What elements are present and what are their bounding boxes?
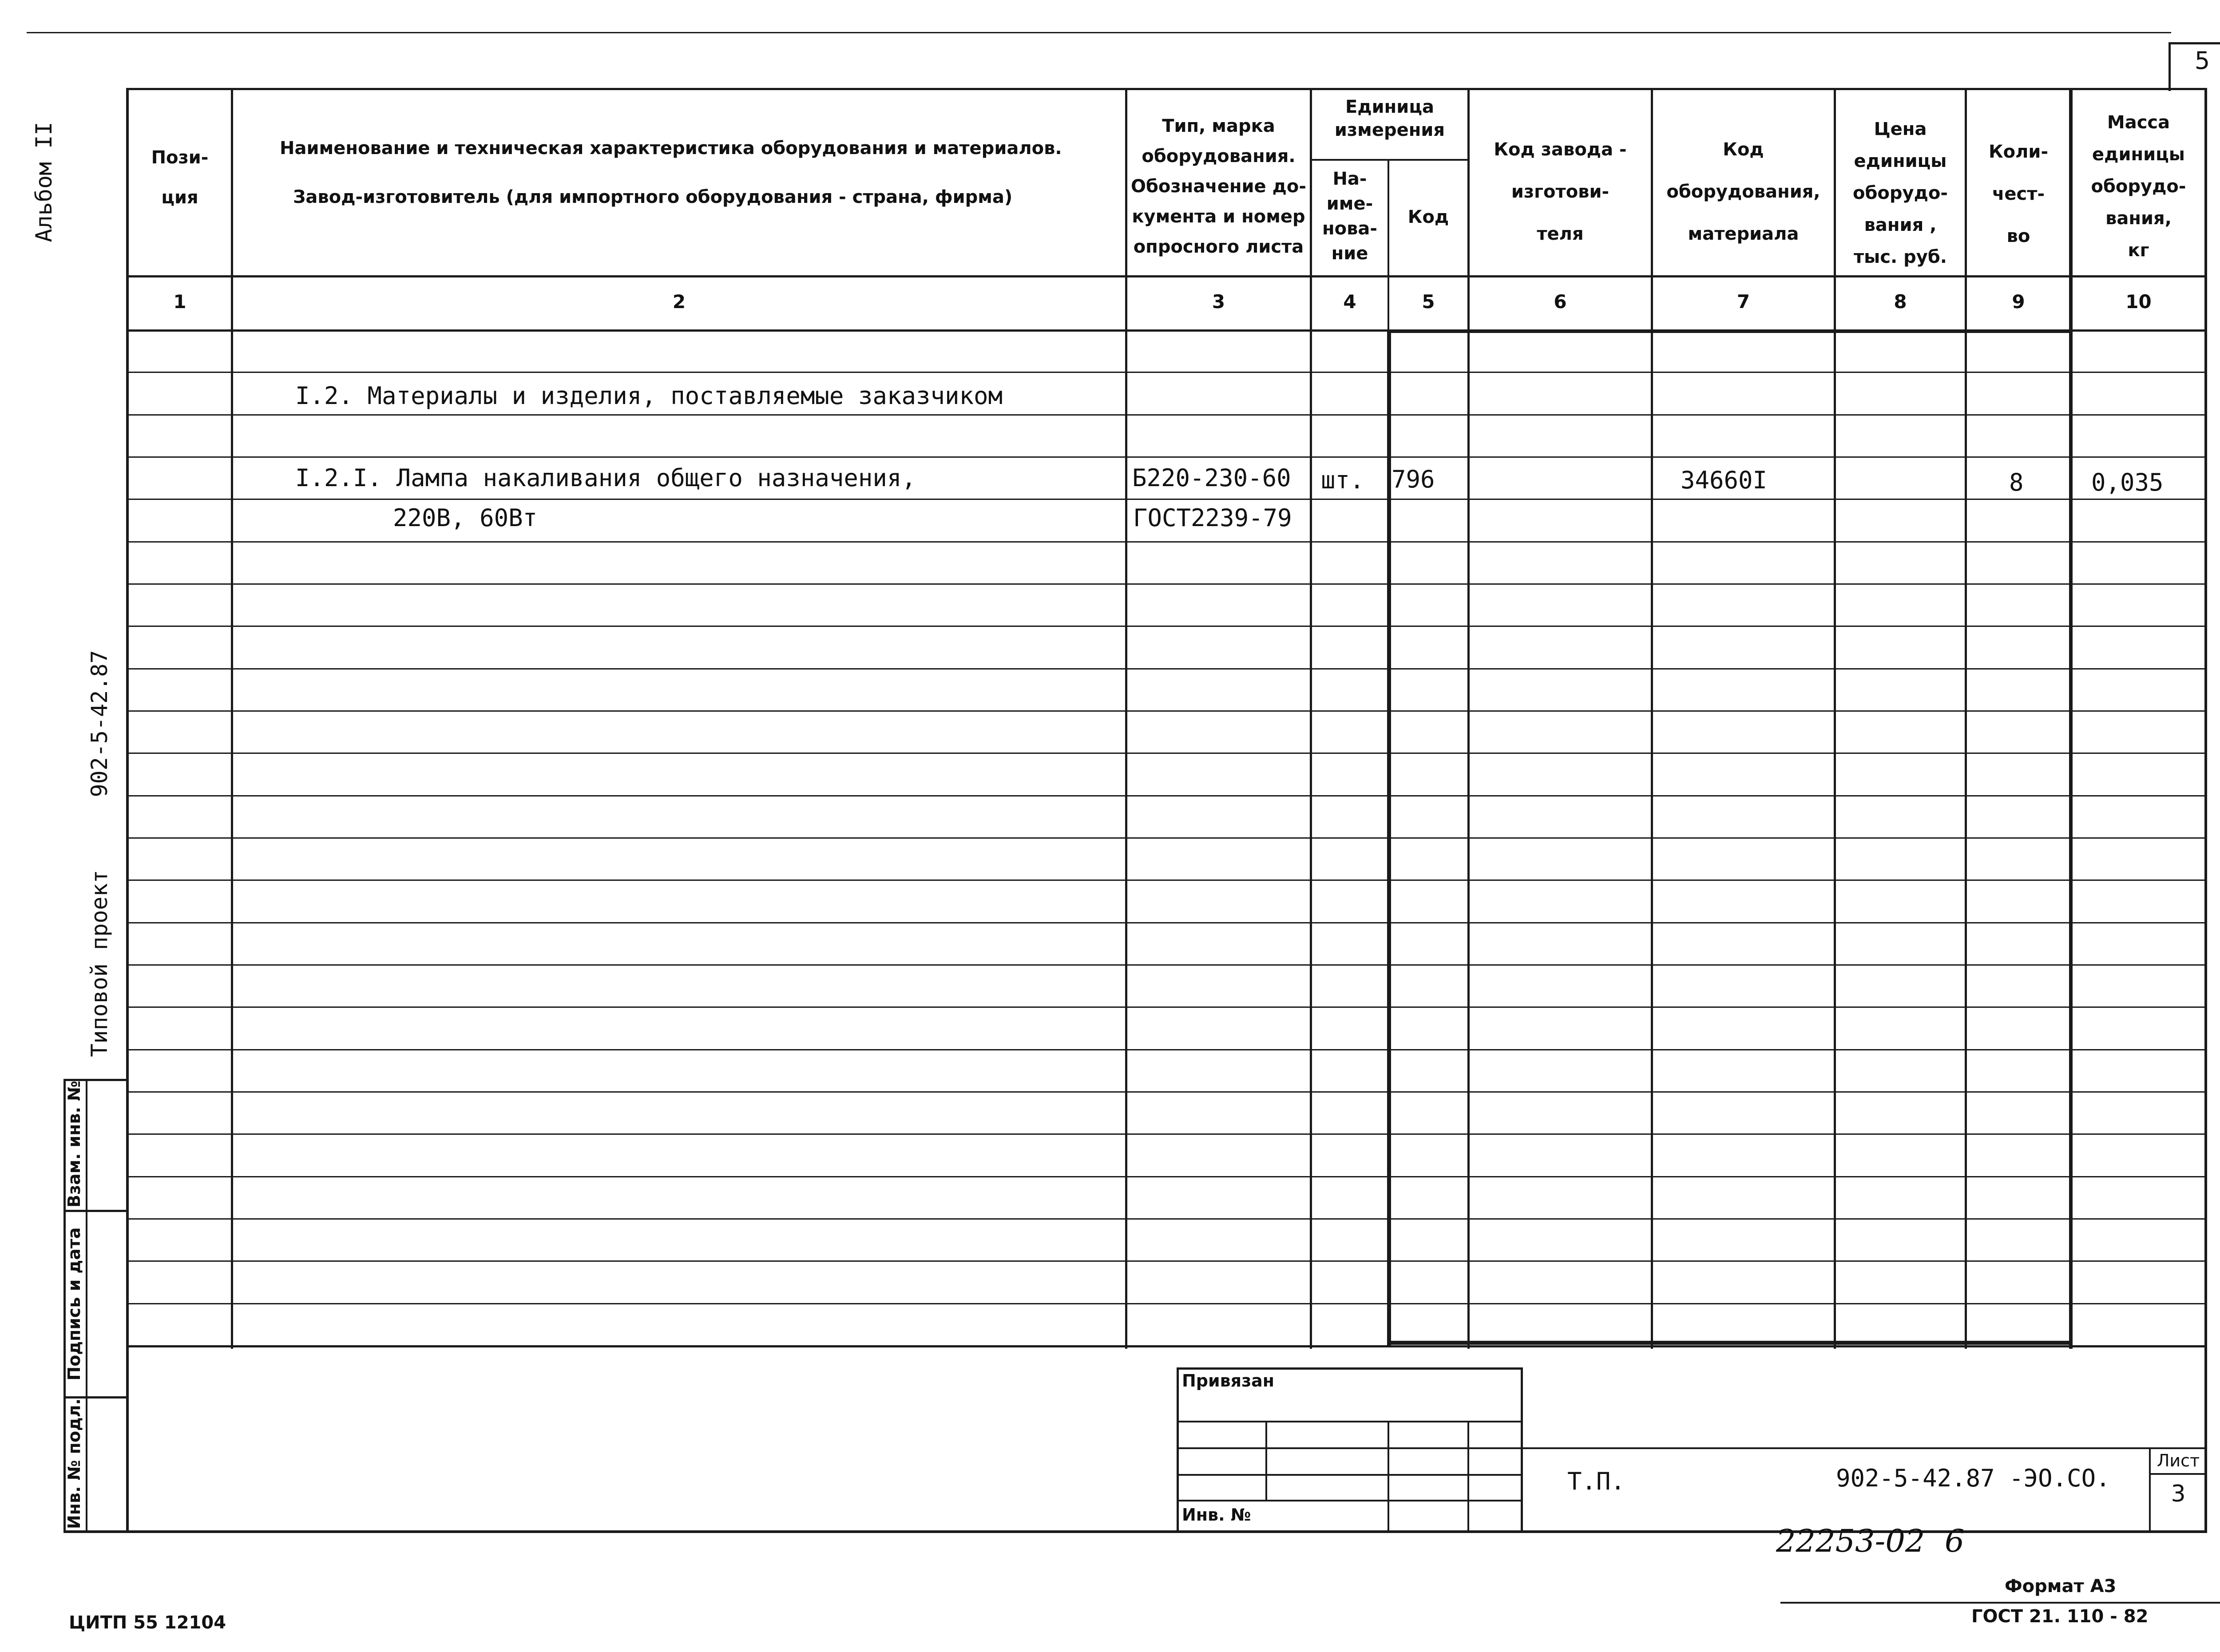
table-row-rule [126,583,2207,585]
colnum-9: 9 [2012,291,2025,313]
table-row-rule [126,626,2207,627]
table-row-rule [126,1260,2207,1262]
table-row-rule [126,1218,2207,1220]
table-row-rule [126,795,2207,796]
header-name-line1: Наименование и техническая характеристика оборудования и материалов. [280,138,1062,158]
item-quantity: 8 [2009,468,2024,496]
header-type: Тип, марка оборудования. Обозначение до- кумента и номер опросного листа [1131,116,1306,257]
header-unit-group: Единица измерения [1334,97,1445,140]
section-heading: I.2. Материалы и изделия, поставляемые заказчиком [295,382,1003,410]
table-row-rule [126,837,2207,839]
inv-podl-label: Инв. № подл. [64,1398,84,1529]
vzam-inv-label: Взам. инв. № [64,1081,84,1208]
table-row-rule [126,668,2207,670]
table-row-rule [126,414,2207,416]
header-mass: Масса единицы оборудо- вания, кг [2091,112,2186,261]
colnum-4: 4 [1343,291,1356,313]
colnum-10: 10 [2125,291,2152,313]
item-type: Б220-230-60 [1132,464,1291,492]
item-unit-code: 796 [1391,465,1435,493]
table-row-rule [126,1049,2207,1050]
header-quantity: Коли- чест- во [1988,142,2049,246]
table-row-rule [126,1176,2207,1177]
colnum-1: 1 [173,291,186,313]
handwritten-archive-number: 22253-02 6 [1776,1523,1965,1559]
album-label: Альбом II [31,122,57,242]
colnum-3: 3 [1212,291,1225,313]
format-label: Формат А3 [2005,1576,2117,1597]
item-standard: ГОСТ2239-79 [1133,504,1292,532]
header-unit-code: Код [1407,207,1449,227]
item-material-code: 34660I [1681,466,1768,494]
colnum-7: 7 [1736,291,1750,313]
citp-label: ЦИТП 55 12104 [69,1612,226,1633]
colnum-8: 8 [1894,291,1907,313]
gost-label: ГОСТ 21. 110 - 82 [1971,1606,2149,1627]
table-row-rule [126,1133,2207,1135]
inv-number-label: Инв. № [1182,1505,1251,1525]
header-name-line2: Завод-изготовитель (для импортного оборудования - страна, фирма) [293,187,1013,207]
header-price: Цена единицы оборудо- вания , тыс. руб. [1853,119,1948,267]
item-mass: 0,035 [2091,468,2164,496]
header-position: Пози- ция [151,147,209,208]
colnum-2: 2 [672,291,686,313]
tp-label: Т.П. [1567,1467,1625,1495]
table-row-rule [126,456,2207,458]
colnum-6: 6 [1554,291,1567,313]
privyazan-label: Привязан [1182,1371,1275,1391]
table-row-rule [126,372,2207,373]
table-row-rule [126,541,2207,543]
item-name: I.2.I. Лампа накаливания общего назначения, [295,464,916,492]
table-row-rule [126,499,2207,500]
document-code: 902-5-42.87 -ЭО.СО. [1836,1464,2110,1492]
table-row-rule [126,879,2207,881]
table-row-rule [126,1006,2207,1008]
item-name-continuation: 220В, 60Вт [393,504,538,532]
table-row-rule [126,964,2207,966]
item-unit: шт. [1321,466,1364,494]
sheet-label: Лист [2157,1451,2200,1470]
project-label: Типовой проект [87,870,112,1057]
page-number: 5 [2194,47,2210,75]
table-row-rule [126,710,2207,712]
podpis-data-label: Подпись и дата [64,1227,84,1381]
table-row-rule [126,1303,2207,1304]
table-row-rule [126,922,2207,923]
table-row-rule [126,1091,2207,1093]
header-material-code: Код оборудования, материала [1666,139,1820,244]
header-factory-code: Код завода - изготови- теля [1494,139,1627,244]
project-code-label: 902-5-42.87 [87,650,112,797]
header-unit-name: На- име- нова- ние [1322,169,1378,264]
table-row-rule [126,753,2207,754]
colnum-5: 5 [1422,291,1435,313]
sheet-number: 3 [2171,1481,2186,1507]
